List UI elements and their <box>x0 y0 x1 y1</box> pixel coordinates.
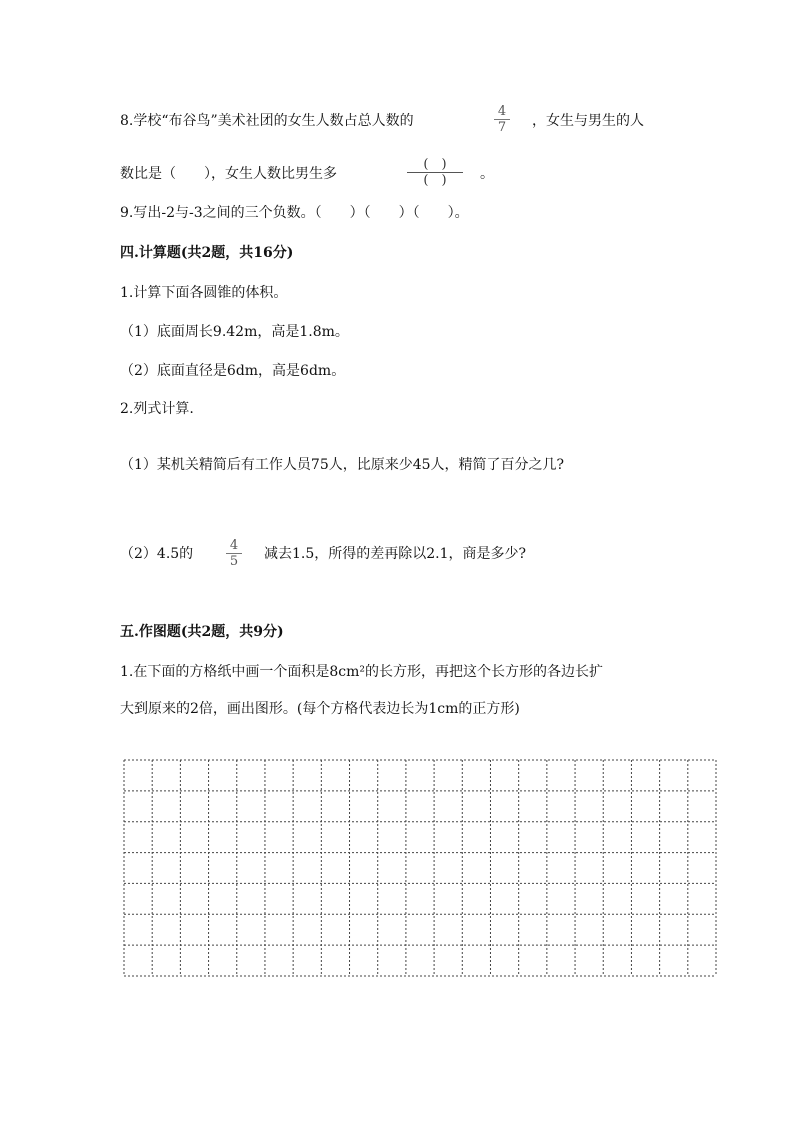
q8-line2-suffix: 。 <box>480 166 494 182</box>
section4-q2-part1: （1）某机关精简后有工作人员75人，比原来少45人，精简了百分之几? <box>120 457 565 473</box>
section4-q1-title: 1.计算下面各圆锥的体积。 <box>120 285 288 301</box>
section4-title: 四.计算题(共2题，共16分) <box>120 245 294 261</box>
section4-q2-fraction-numerator: 4 <box>229 538 239 553</box>
grid-paper[interactable] <box>123 759 717 977</box>
section4-q2-fraction-denominator: 5 <box>229 554 239 569</box>
section5-q1-line1: 1.在下面的方格纸中画一个面积是8cm²的长方形，再把这个长方形的各边长扩 <box>120 664 603 680</box>
q8-fraction-numerator: 4 <box>497 104 507 119</box>
q8-line2-prefix: 数比是（ ），女生人数比男生多 <box>120 166 337 182</box>
q8-blank-numerator: ( ) <box>423 157 447 172</box>
q8-line1-suffix: ，女生与男生的人 <box>532 113 644 129</box>
section4-q2-title: 2.列式计算. <box>120 401 194 417</box>
section4-q2-part2-prefix: （2）4.5的 <box>120 546 194 562</box>
section5-title: 五.作图题(共2题，共9分) <box>120 624 284 640</box>
q9-text: 9.写出-2与-3之间的三个负数。（ ）（ ）（ ）。 <box>120 205 469 221</box>
section4-q1-part2: （2）底面直径是6dm，高是6dm。 <box>120 363 346 379</box>
section4-q1-part1: （1）底面周长9.42m，高是1.8m。 <box>120 324 349 340</box>
section4-q2-fraction <box>224 538 244 569</box>
q8-blank-fraction <box>407 157 463 188</box>
q8-blank-denominator: ( ) <box>423 173 447 188</box>
q8-fraction-denominator: 7 <box>497 120 507 135</box>
q8-fraction <box>492 104 512 135</box>
q8-line1-prefix: 8.学校“布谷鸟”美术社团的女生人数占总人数的 <box>120 113 414 129</box>
section5-q1-line2: 大到原来的2倍，画出图形。(每个方格代表边长为1cm的正方形) <box>120 701 520 717</box>
section4-q2-part2-suffix: 减去1.5，所得的差再除以2.1，商是多少? <box>264 546 527 562</box>
